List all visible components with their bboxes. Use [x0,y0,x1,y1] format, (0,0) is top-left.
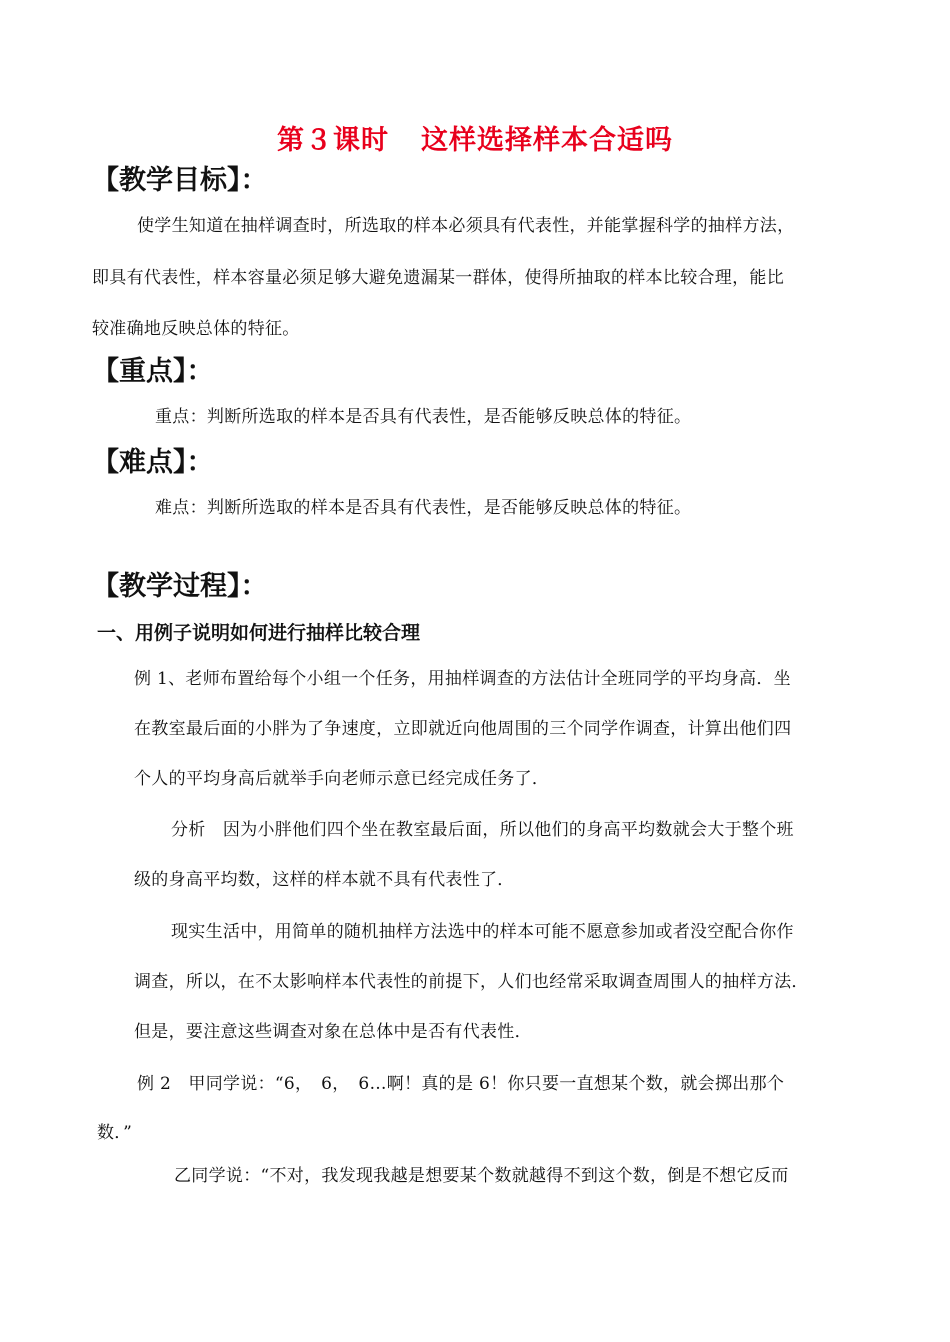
process-subheading: 一、用例子说明如何进行抽样比较合理 [97,622,421,644]
reality-line-1: 现实生活中，用简单的随机抽样方法选中的样本可能不愿意参加或者没空配合你作 [171,922,794,942]
reality-line-3: 但是，要注意这些调查对象在总体中是否有代表性． [134,1022,532,1042]
difficulty-text: 难点：判断所选取的样本是否具有代表性，是否能够反映总体的特征。 [155,498,692,518]
key-point-text: 重点：判断所选取的样本是否具有代表性，是否能够反映总体的特征。 [155,407,692,427]
example1-line-1: 例 1、老师布置给每个小组一个任务，用抽样调查的方法估计全班同学的平均身高．坐 [134,669,791,689]
lesson-number: 第３课时 [277,125,389,156]
process-heading: 【教学过程】： [92,571,268,602]
difficulty-heading: 【难点】： [92,447,214,478]
yi-line-1: 乙同学说：“不对，我发现我越是想要某个数就越得不到这个数，倒是不想它反而 [174,1166,789,1186]
lesson-title: 这样选择样本合适吗 [421,125,673,156]
example2-line-1: 例 2 甲同学说：“6， 6， 6…啊！真的是 6！你只要一直想某个数，就会掷出那个 [137,1074,785,1094]
key-point-heading: 【重点】： [92,356,214,387]
objectives-line-3: 较准确地反映总体的特征。 [92,319,300,339]
page-title [0,118,950,157]
objectives-line-2: 即具有代表性，样本容量必须足够大避免遗漏某一群体，使得所抽取的样本比较合理，能比 [92,268,784,288]
example2-line-2: 数．” [97,1123,133,1143]
analysis-line-1: 分析 因为小胖他们四个坐在教室最后面，所以他们的身高平均数就会大于整个班 [171,820,794,840]
objectives-line-1: 使学生知道在抽样调查时，所选取的样本必须具有代表性，并能掌握科学的抽样方法， [137,216,795,236]
example1-line-2: 在教室最后面的小胖为了争速度，立即就近向他周围的三个同学作调查，计算出他们四 [134,719,792,739]
objectives-heading: 【教学目标】： [92,165,268,196]
reality-line-2: 调查，所以，在不太影响样本代表性的前提下，人们也经常采取调查周围人的抽样方法． [134,972,809,992]
analysis-line-2: 级的身高平均数，这样的样本就不具有代表性了． [134,870,515,890]
example1-line-3: 个人的平均身高后就举手向老师示意已经完成任务了． [134,769,550,789]
